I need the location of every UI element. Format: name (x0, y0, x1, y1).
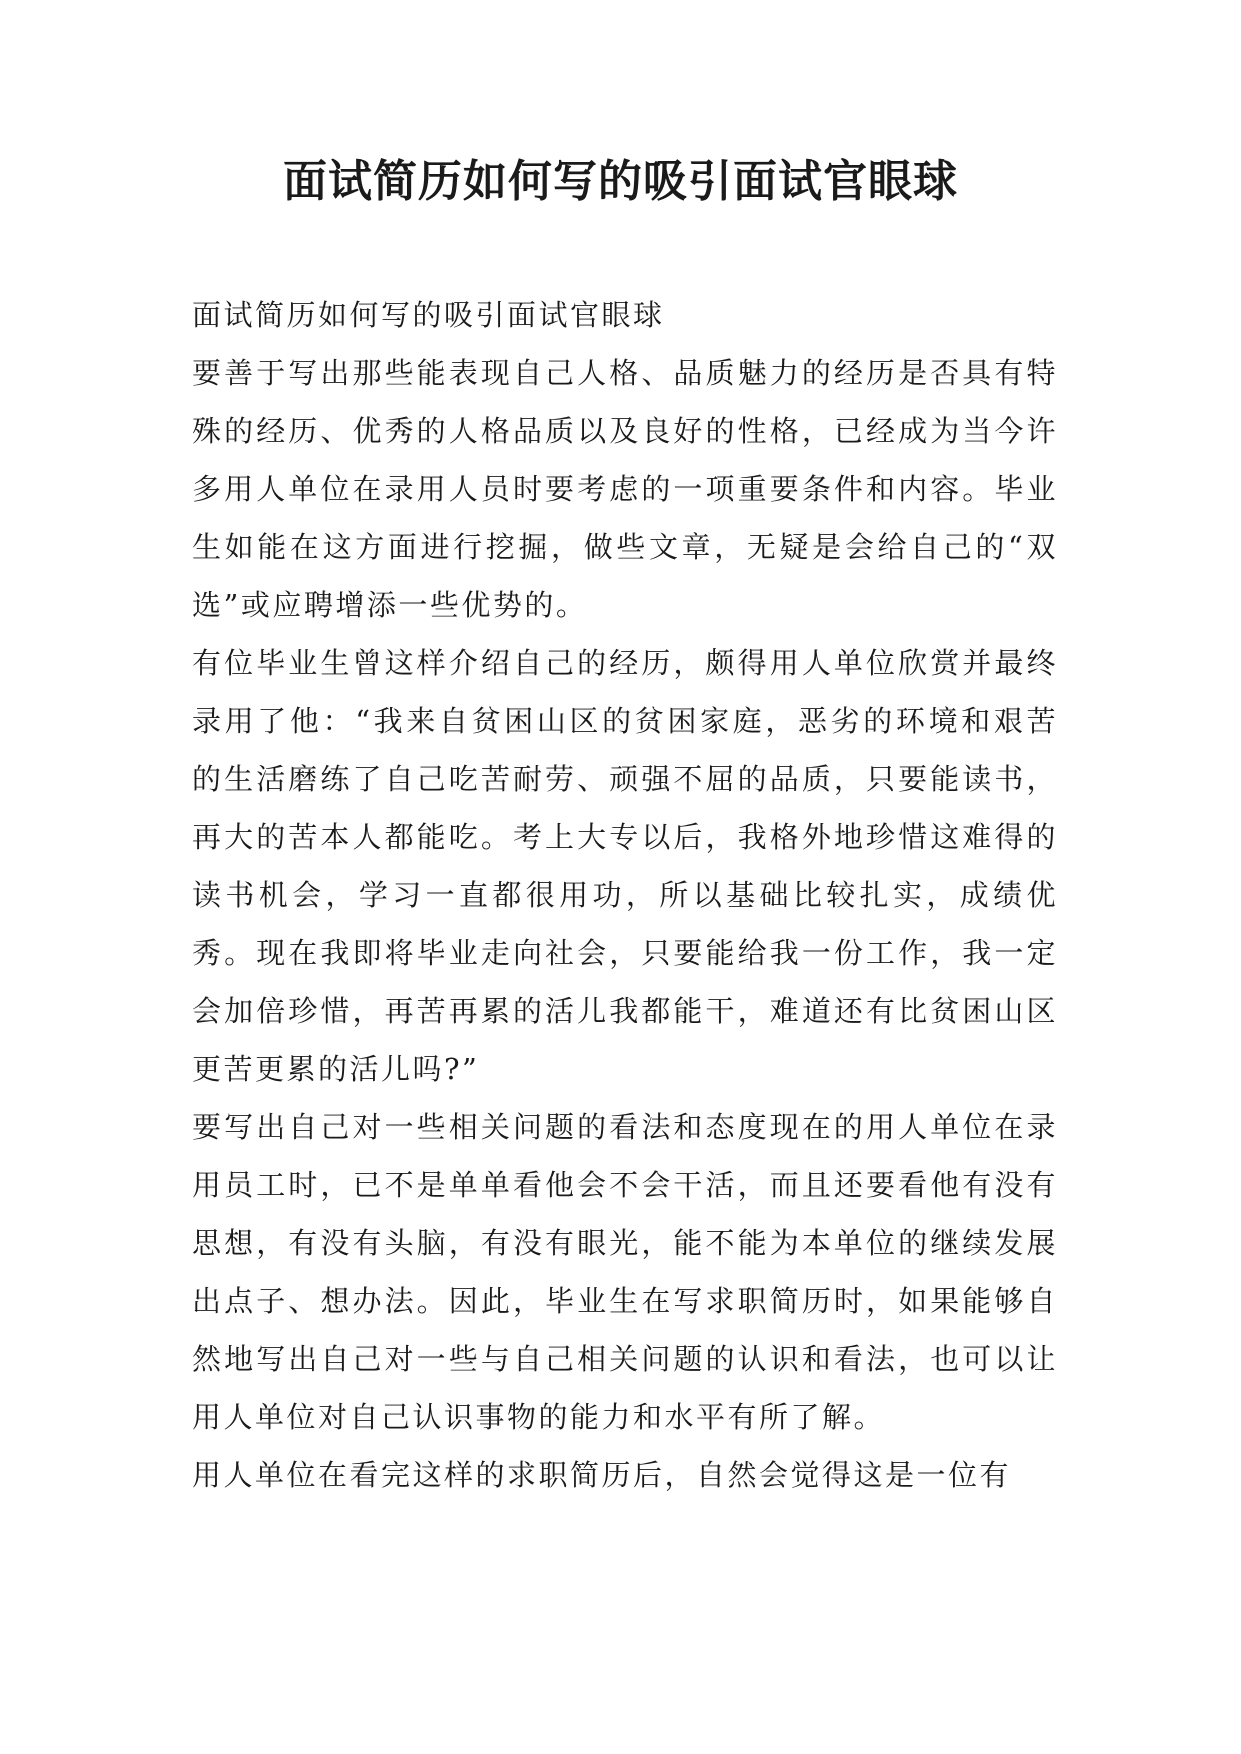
paragraph: 有位毕业生曾这样介绍自己的经历，颇得用人单位欣赏并最终录用了他：“我来自贫困山区的贫困家庭，恶劣的环境和艰苦的生活磨练了自己吃苦耐劳、顽强不屈的品质，只要能读书，再大的苦本人都能吃。考上大专以后，我格外地珍惜这难得的读书机会，学习一直都很用功，所以基础比较扎实，成绩优秀。现在我即将毕业走向社会，只要能给我一份工作，我一定会加倍珍惜，再苦再累的活儿我都能干，难道还有比贫困山区更苦更累的活儿吗?” (192, 646, 1058, 1086)
paragraph-subtitle: 面试简历如何写的吸引面试官眼球 (192, 298, 665, 332)
paragraph: 要写出自己对一些相关问题的看法和态度现在的用人单位在录用员工时，已不是单单看他会不会干活，而且还要看他有没有思想，有没有头脑，有没有眼光，能不能为本单位的继续发展出点子、想办法。因此，毕业生在写求职简历时，如果能够自然地写出自己对一些与自己相关问题的认识和看法，也可以让用人单位对自己认识事物的能力和水平有所了解。 (192, 1110, 1058, 1434)
paragraph: 要善于写出那些能表现自己人格、品质魅力的经历是否具有特殊的经历、优秀的人格品质以及良好的性格，已经成为当今许多用人单位在录用人员时要考虑的一项重要条件和内容。毕业生如能在这方面进行挖掘，做些文章，无疑是会给自己的“双选”或应聘增添一些优势的。 (192, 356, 1058, 622)
document-title: 面试简历如何写的吸引面试官眼球 (283, 156, 958, 207)
paragraph: 用人单位在看完这样的求职简历后，自然会觉得这是一位有 (192, 1458, 1012, 1492)
document-body (192, 286, 1058, 1504)
